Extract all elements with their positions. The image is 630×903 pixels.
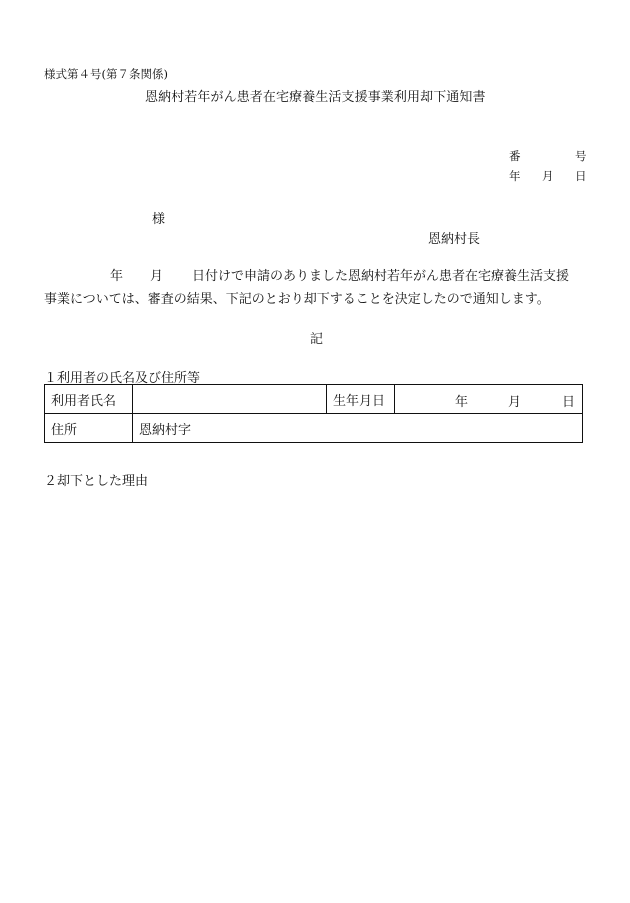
body-line1: 日付けで申請のありました恩納村若年がん患者在宅療養生活支援: [192, 269, 570, 284]
dob-year: 年: [455, 395, 469, 410]
name-label: 利用者氏名: [45, 385, 133, 414]
address-label: 住所: [45, 414, 133, 443]
date-month: 月: [542, 169, 554, 183]
dob-label: 生年月日: [327, 385, 395, 414]
body-line2: 事業については、審査の結果、下記のとおり却下することを決定したので通知します。: [44, 292, 550, 307]
reference-ban: 番: [509, 149, 521, 163]
ki-heading: 記: [310, 332, 324, 347]
body-year: 年: [110, 269, 124, 284]
document-title: 恩納村若年がん患者在宅療養生活支援事業利用却下通知書: [145, 90, 486, 105]
sender: 恩納村長: [428, 232, 481, 247]
section2-heading: ２却下とした理由: [44, 474, 149, 489]
body-month: 月: [150, 269, 164, 284]
dob-value[interactable]: [395, 385, 583, 414]
table-row: [45, 414, 583, 443]
address-value[interactable]: 恩納村字: [133, 414, 583, 443]
name-value[interactable]: [133, 385, 327, 414]
reference-go: 号: [575, 149, 587, 163]
user-info-table: [44, 384, 583, 443]
section1-heading: １利用者の氏名及び住所等: [44, 371, 201, 386]
date-day: 日: [575, 169, 587, 183]
table-row: [45, 385, 583, 414]
addressee-suffix: 様: [152, 212, 166, 227]
date-year: 年: [509, 169, 521, 183]
dob-day: 日: [562, 395, 576, 410]
dob-month: 月: [508, 395, 522, 410]
form-number: 様式第４号(第７条関係): [44, 67, 168, 81]
